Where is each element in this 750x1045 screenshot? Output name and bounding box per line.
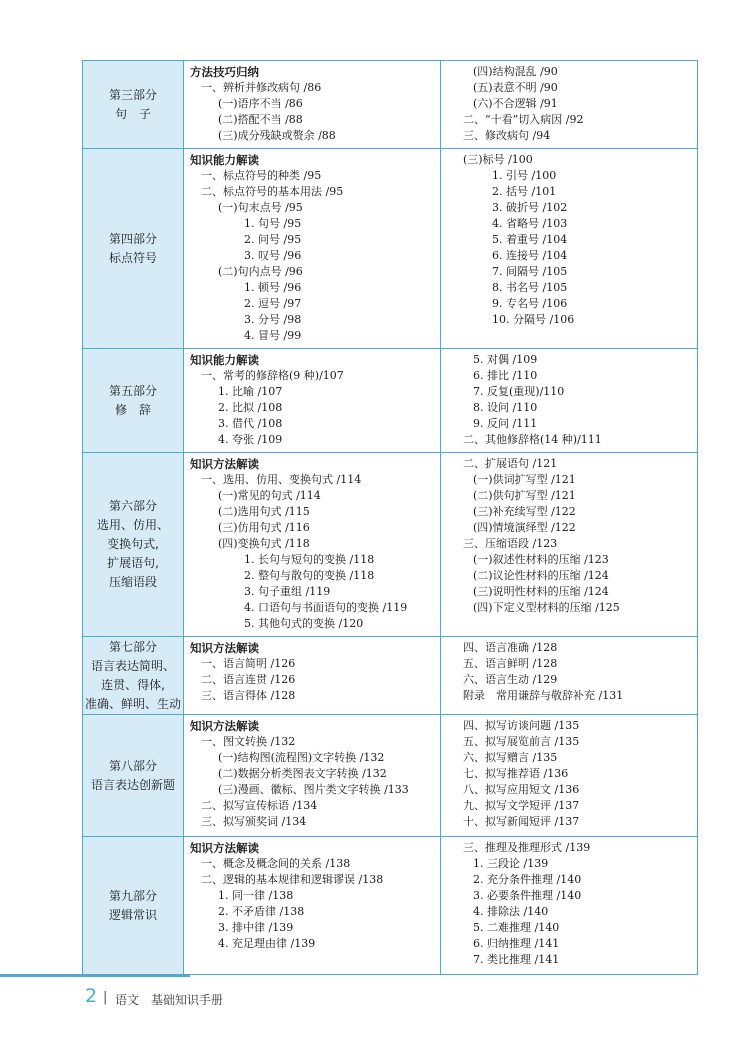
toc-entry: 1. 长句与短句的变换 /118 bbox=[244, 553, 375, 566]
toc-entry: 8. 书名号 /105 bbox=[492, 281, 568, 294]
toc-entry: 3. 叹号 /96 bbox=[244, 249, 302, 262]
toc-column-left bbox=[184, 637, 441, 715]
toc-column-left bbox=[184, 149, 441, 349]
footer-accent-line bbox=[0, 974, 190, 977]
toc-column-left bbox=[184, 715, 441, 837]
toc-entry: 5. 对偶 /109 bbox=[473, 353, 538, 366]
part-subtitle: 扩展语句, bbox=[107, 556, 159, 570]
toc-section bbox=[83, 61, 698, 149]
toc-entry: 5. 二难推理 /140 bbox=[473, 921, 560, 934]
toc-entry: 九、拟写文学短评 /137 bbox=[463, 799, 580, 812]
section-heading: 知识方法解读 bbox=[190, 719, 259, 733]
toc-entry: 三、语言得体 /128 bbox=[201, 689, 296, 702]
toc-entry: (一)句末点号 /95 bbox=[218, 201, 303, 214]
toc-entry: (三)成分残缺或赘余 /88 bbox=[218, 129, 336, 142]
footer-book-title: 基础知识手册 bbox=[151, 993, 224, 1007]
part-subtitle: 连贯、得体, bbox=[101, 677, 165, 692]
toc-entry: (六)不合逻辑 /91 bbox=[473, 97, 558, 110]
toc-entry: 4. 省略号 /103 bbox=[492, 217, 568, 230]
toc-column-right bbox=[441, 61, 698, 149]
section-heading: 知识方法解读 bbox=[190, 457, 259, 471]
toc-section bbox=[83, 349, 698, 453]
toc-entry: (二)数据分析类图表文字转换 /132 bbox=[218, 767, 387, 780]
toc-entry: (二)搭配不当 /88 bbox=[218, 113, 303, 126]
toc-entry: 2. 问号 /95 bbox=[244, 233, 302, 246]
toc-column-left bbox=[184, 349, 441, 453]
part-title: 第七部分 bbox=[108, 639, 157, 654]
toc-entry: 5. 着重号 /104 bbox=[492, 233, 568, 246]
part-title: 第九部分 bbox=[108, 888, 157, 903]
part-subtitle: 准确、鲜明、生动 bbox=[84, 696, 181, 711]
part-subtitle: 语言表达简明、 bbox=[90, 658, 175, 673]
part-subtitle: 选用、仿用、 bbox=[96, 518, 169, 532]
part-subtitle: 逻辑常识 bbox=[108, 907, 157, 922]
toc-entry: 七、拟写推荐语 /136 bbox=[463, 767, 569, 780]
section-heading: 知识能力解读 bbox=[190, 353, 259, 367]
toc-entry: 四、拟写访谈问题 /135 bbox=[463, 719, 580, 732]
part-heading-cell bbox=[83, 349, 184, 453]
footer-separator: | bbox=[103, 990, 108, 1005]
part-title: 第四部分 bbox=[108, 231, 157, 246]
toc-entry: 二、其他修辞格(14 种)/111 bbox=[463, 433, 602, 446]
toc-entry: (一)结构图(流程图)文字转换 /132 bbox=[218, 751, 385, 764]
toc-entry: 一、语言简明 /126 bbox=[201, 657, 296, 670]
toc-entry: 1. 同一律 /138 bbox=[218, 889, 294, 902]
part-subtitle: 变换句式, bbox=[107, 537, 159, 551]
toc-entry: (四)情境演绎型 /122 bbox=[473, 521, 576, 534]
part-heading-cell bbox=[83, 715, 184, 837]
part-heading-cell bbox=[83, 61, 184, 149]
toc-entry: (二)供句扩写型 /121 bbox=[473, 489, 576, 502]
toc-column-right bbox=[441, 715, 698, 837]
toc-entry: 五、拟写展览前言 /135 bbox=[463, 735, 580, 748]
toc-entry: 4. 口语句与书面语句的变换 /119 bbox=[244, 601, 408, 614]
toc-entry: 9. 反问 /111 bbox=[473, 417, 538, 430]
toc-entry: 2. 整句与散句的变换 /118 bbox=[244, 569, 375, 582]
toc-column-right bbox=[441, 349, 698, 453]
toc-entry: 八、拟写应用短文 /136 bbox=[463, 783, 580, 796]
toc-column-right bbox=[441, 453, 698, 637]
toc-entry: (四)下定义型材料的压缩 /125 bbox=[473, 601, 620, 614]
toc-entry: 二、“十看”切入病因 /92 bbox=[463, 113, 584, 126]
toc-entry: 2. 逗号 /97 bbox=[244, 297, 302, 310]
toc-entry: 二、标点符号的基本用法 /95 bbox=[201, 185, 344, 198]
toc-column-right bbox=[441, 837, 698, 975]
toc-table bbox=[82, 60, 698, 975]
toc-section bbox=[83, 149, 698, 349]
toc-entry: 4. 夸张 /109 bbox=[218, 433, 283, 446]
part-heading-cell bbox=[83, 837, 184, 975]
toc-entry: 6. 排比 /110 bbox=[473, 369, 538, 382]
toc-entry: 二、逻辑的基本规律和逻辑谬误 /138 bbox=[201, 873, 384, 886]
toc-entry: 一、概念及概念间的关系 /138 bbox=[201, 857, 351, 870]
toc-section bbox=[83, 837, 698, 975]
toc-entry: 10. 分隔号 /106 bbox=[492, 313, 575, 326]
toc-column-left bbox=[184, 837, 441, 975]
toc-entry: (一)常见的句式 /114 bbox=[218, 489, 321, 502]
toc-entry: (二)议论性材料的压缩 /124 bbox=[473, 569, 609, 582]
toc-entry: (四)结构混乱 /90 bbox=[473, 65, 558, 78]
toc-entry: (四)变换句式 /118 bbox=[218, 537, 310, 550]
toc-entry: 二、扩展语句 /121 bbox=[463, 457, 558, 470]
toc-entry: 9. 专名号 /106 bbox=[492, 297, 568, 310]
toc-entry: 2. 不矛盾律 /138 bbox=[218, 905, 305, 918]
toc-entry: 三、拟写颁奖词 /134 bbox=[201, 815, 307, 828]
part-subtitle: 句 子 bbox=[114, 106, 151, 121]
part-heading-cell bbox=[83, 453, 184, 637]
toc-column-right bbox=[441, 637, 698, 715]
toc-entry: 二、拟写宣传标语 /134 bbox=[201, 799, 318, 812]
toc-entry: (一)语序不当 /86 bbox=[218, 97, 303, 110]
toc-entry: 4. 冒号 /99 bbox=[244, 329, 302, 342]
part-title: 第六部分 bbox=[108, 499, 157, 513]
toc-entry: 一、图文转换 /132 bbox=[201, 735, 296, 748]
toc-entry: (五)表意不明 /90 bbox=[473, 81, 558, 94]
toc-entry: 2. 充分条件推理 /140 bbox=[473, 873, 582, 886]
toc-entry: (二)句内点号 /96 bbox=[218, 265, 303, 278]
toc-column-left bbox=[184, 453, 441, 637]
toc-entry: 1. 句号 /95 bbox=[244, 217, 302, 230]
toc-entry: 1. 比喻 /107 bbox=[218, 385, 283, 398]
toc-entry: (三)仿用句式 /116 bbox=[218, 521, 310, 534]
toc-entry: (三)说明性材料的压缩 /124 bbox=[473, 585, 609, 598]
toc-entry: 8. 设问 /110 bbox=[473, 401, 538, 414]
toc-entry: 十、拟写新闻短评 /137 bbox=[463, 815, 580, 828]
toc-entry: 五、语言鲜明 /128 bbox=[463, 657, 558, 670]
toc-entry: (三)漫画、徽标、图片类文字转换 /133 bbox=[218, 783, 409, 796]
page-number: 2 bbox=[85, 985, 98, 1007]
toc-entry: 6. 归纳推理 /141 bbox=[473, 937, 560, 950]
toc-entry: (三)补充续写型 /122 bbox=[473, 505, 576, 518]
toc-entry: 三、修改病句 /94 bbox=[463, 129, 551, 142]
toc-entry: 4. 排除法 /140 bbox=[473, 905, 549, 918]
section-heading: 知识方法解读 bbox=[190, 841, 259, 855]
part-title: 第三部分 bbox=[108, 87, 157, 102]
toc-entry: 六、语言生动 /129 bbox=[463, 673, 558, 686]
toc-section bbox=[83, 637, 698, 715]
toc-entry: 3. 排中律 /139 bbox=[218, 921, 294, 934]
section-heading: 知识方法解读 bbox=[190, 641, 259, 655]
toc-entry: 四、语言准确 /128 bbox=[463, 641, 558, 654]
part-subtitle: 修 辞 bbox=[114, 402, 151, 417]
toc-entry: 2. 比拟 /108 bbox=[218, 401, 283, 414]
toc-entry: 5. 其他句式的变换 /120 bbox=[244, 617, 364, 630]
toc-entry: 7. 反复(重现)/110 bbox=[473, 385, 565, 398]
toc-entry: 1. 引号 /100 bbox=[492, 169, 557, 182]
toc-entry: 3. 必要条件推理 /140 bbox=[473, 889, 582, 902]
toc-section bbox=[83, 453, 698, 637]
part-subtitle: 压缩语段 bbox=[108, 575, 157, 589]
part-title: 第五部分 bbox=[108, 383, 157, 398]
section-heading: 方法技巧归纳 bbox=[190, 65, 259, 79]
toc-entry: 1. 顿号 /96 bbox=[244, 281, 302, 294]
toc-entry: 6. 连接号 /104 bbox=[492, 249, 568, 262]
part-subtitle: 标点符号 bbox=[108, 250, 157, 265]
toc-entry: 一、选用、仿用、变换句式 /114 bbox=[201, 473, 362, 486]
part-subtitle: 语言表达创新题 bbox=[90, 777, 175, 792]
toc-entry: 2. 括号 /101 bbox=[492, 185, 557, 198]
toc-entry: (一)叙述性材料的压缩 /123 bbox=[473, 553, 609, 566]
toc-entry: 3. 破折号 /102 bbox=[492, 201, 568, 214]
toc-entry: 3. 句子重组 /119 bbox=[244, 585, 331, 598]
toc-column-right bbox=[441, 149, 698, 349]
toc-entry: 附录 常用谦辞与敬辞补充 /131 bbox=[463, 689, 624, 702]
toc-entry: 3. 借代 /108 bbox=[218, 417, 283, 430]
toc-entry: (二)选用句式 /115 bbox=[218, 505, 310, 518]
toc-entry: 3. 分号 /98 bbox=[244, 313, 302, 326]
toc-entry: 4. 充足理由律 /139 bbox=[218, 937, 316, 950]
toc-entry: 7. 间隔号 /105 bbox=[492, 265, 568, 278]
toc-entry: 三、推理及推理形式 /139 bbox=[463, 841, 591, 854]
toc-entry: 一、辨析并修改病句 /86 bbox=[201, 81, 322, 94]
part-heading-cell bbox=[83, 637, 184, 715]
toc-entry: 7. 类比推理 /141 bbox=[473, 953, 560, 966]
toc-entry: 三、压缩语段 /123 bbox=[463, 537, 558, 550]
section-heading: 知识能力解读 bbox=[190, 153, 259, 167]
part-title: 第八部分 bbox=[108, 758, 157, 773]
footer-subject: 语文 bbox=[115, 993, 140, 1007]
toc-entry: 一、常考的修辞格(9 种)/107 bbox=[201, 369, 344, 382]
toc-entry: (一)供词扩写型 /121 bbox=[473, 473, 576, 486]
toc-entry: 六、拟写赠言 /135 bbox=[463, 751, 558, 764]
toc-section bbox=[83, 715, 698, 837]
toc-entry: (三)标号 /100 bbox=[463, 153, 533, 166]
part-heading-cell bbox=[83, 149, 184, 349]
toc-column-left bbox=[184, 61, 441, 149]
toc-entry: 二、语言连贯 /126 bbox=[201, 673, 296, 686]
toc-entry: 一、标点符号的种类 /95 bbox=[201, 169, 322, 182]
toc-entry: 1. 三段论 /139 bbox=[473, 857, 549, 870]
